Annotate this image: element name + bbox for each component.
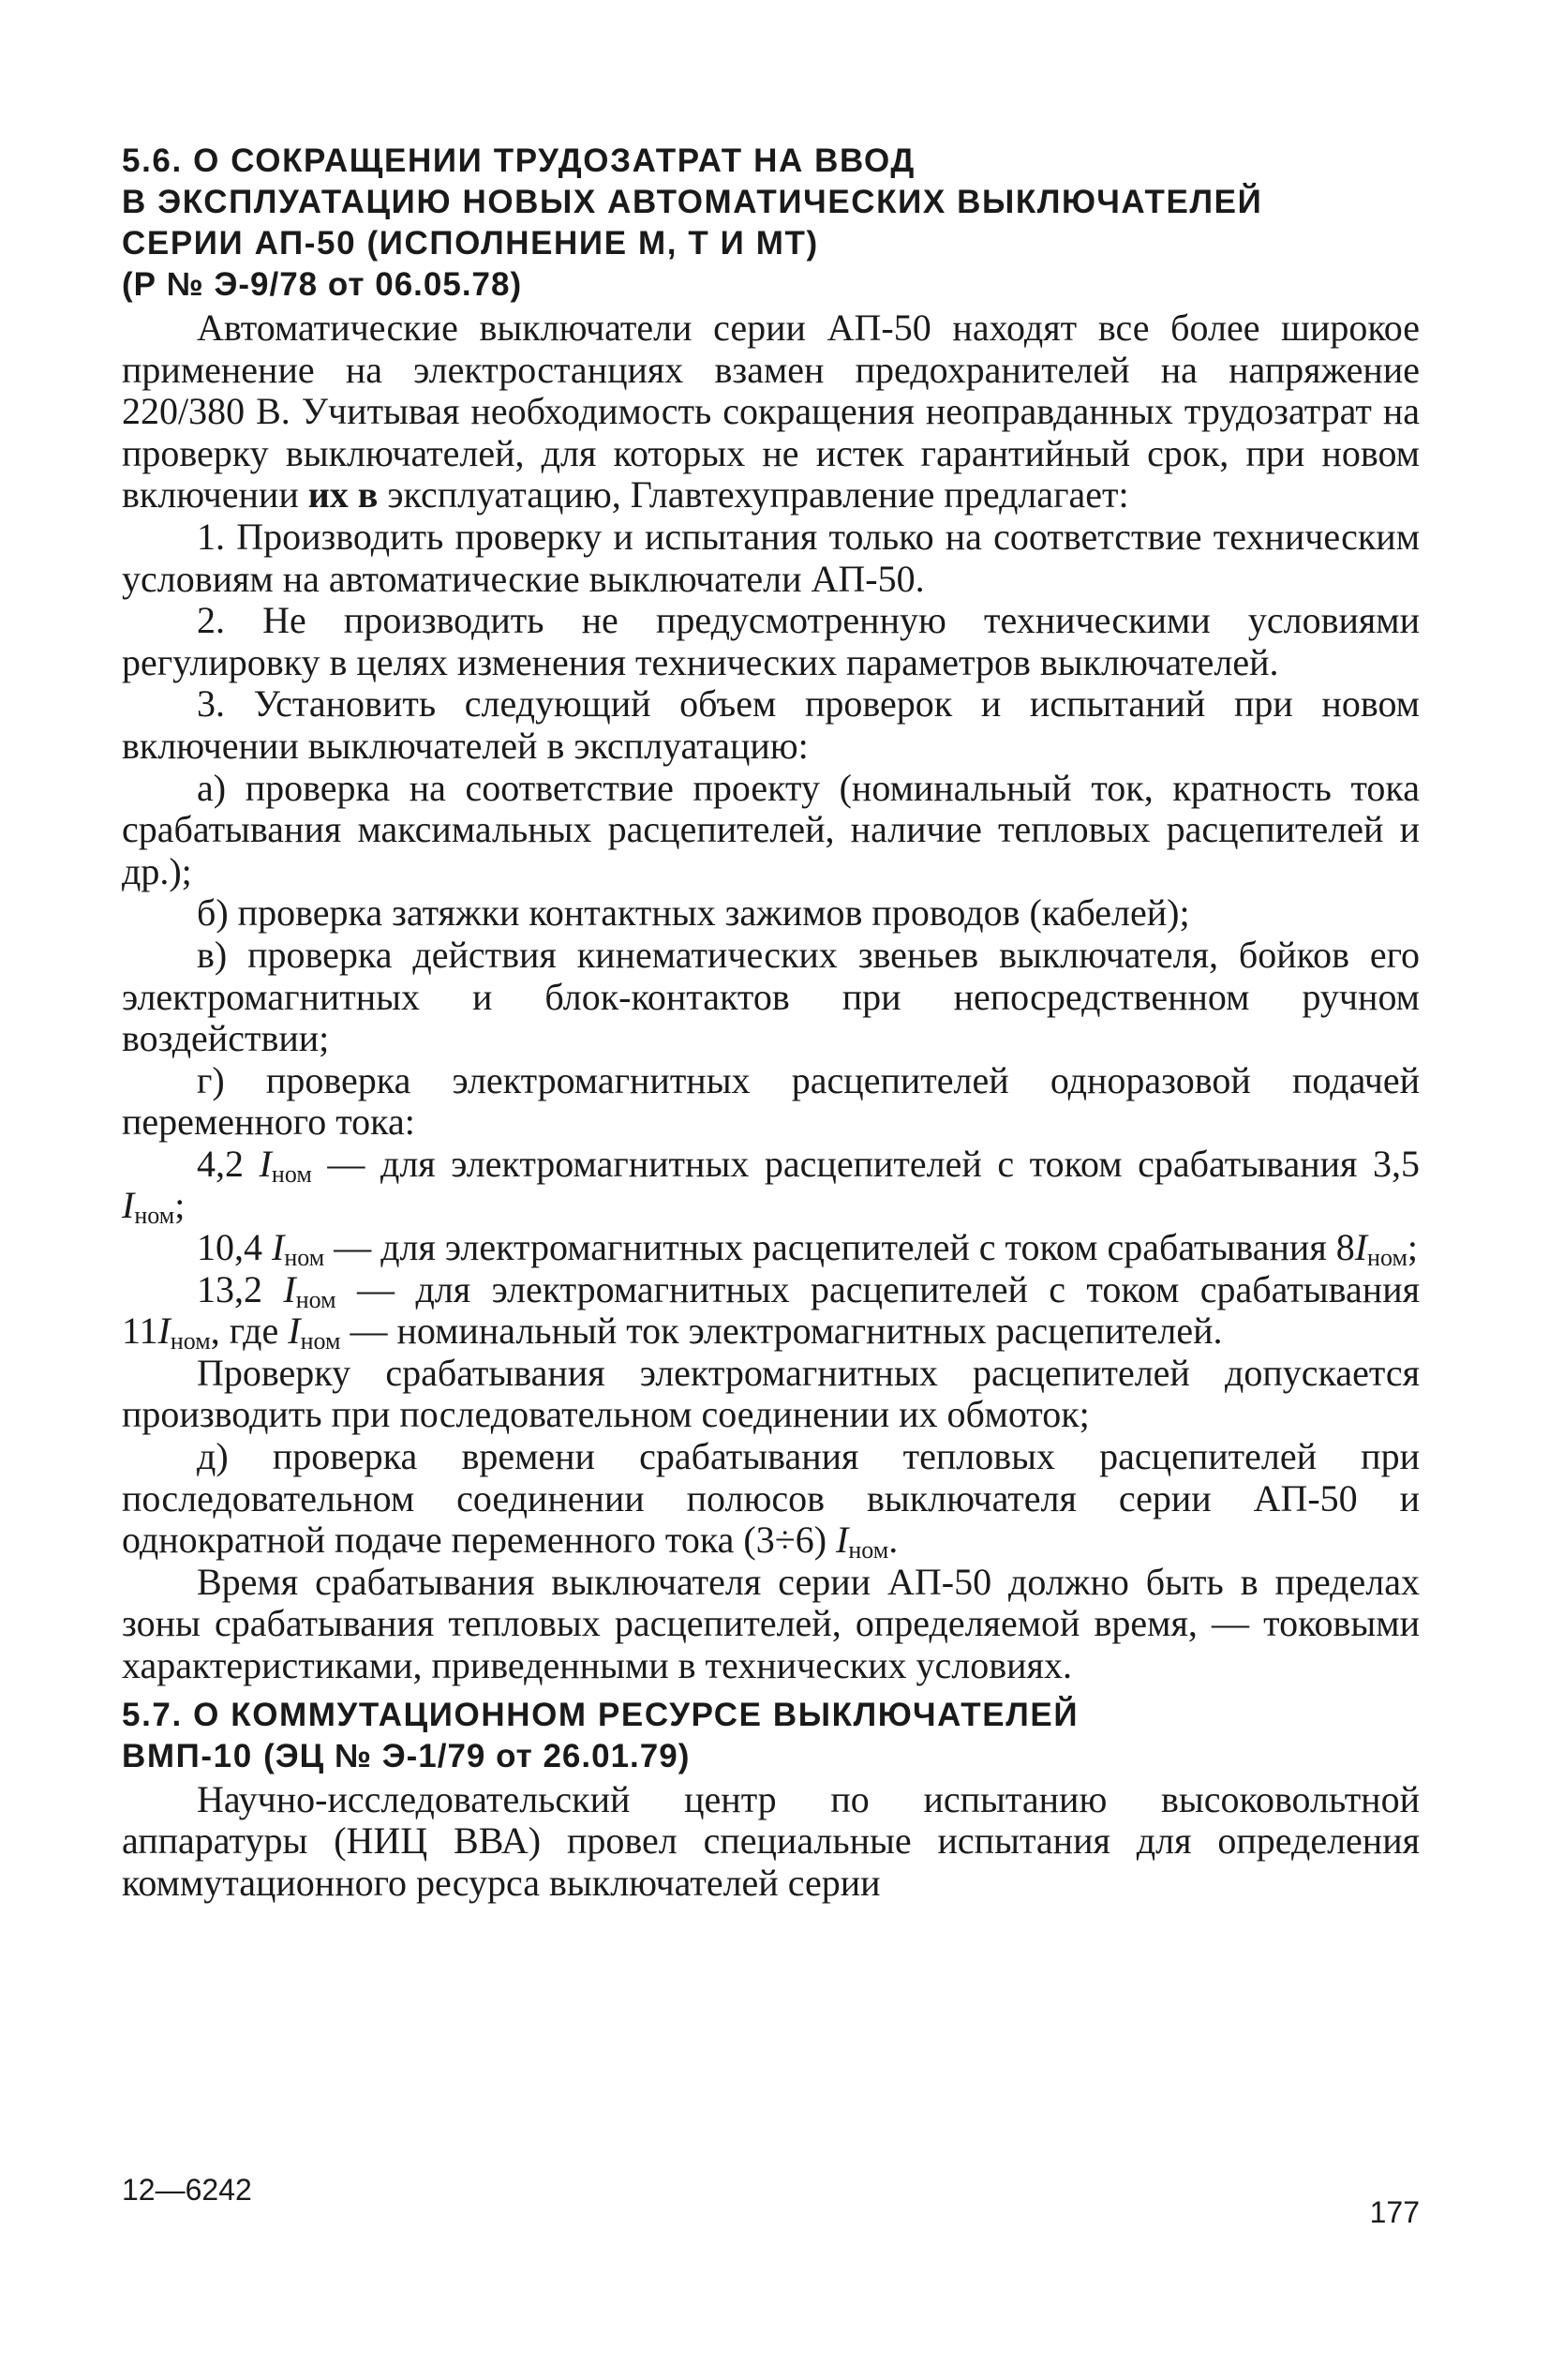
nominal-subscript: ном	[271, 1160, 312, 1188]
nominal-subscript: ном	[300, 1327, 341, 1355]
section-5-6-heading	[122, 141, 1420, 306]
current-value-3	[122, 1269, 1420, 1353]
item-1: 1. Производить проверку и испытания только на соответствие техническим условиям на автоматические выключатели АП-50.	[122, 515, 1420, 600]
subitem-g: г) проверка электромагнитных расцепителей одноразовой подачей переменного тока:	[122, 1058, 1420, 1144]
multiplier: 10,4	[197, 1226, 262, 1269]
intro-text: Автоматические выключатели серии АП-50 находят все более широкое применение на электростанциях взамен предохранителей на напряжение 220/380 В. Учитывая необходимость сокращения неоправданных трудозатрат на проверку выключателей, для которых не истек гарантийный срок, при новом включении	[122, 307, 1420, 516]
page-number: 177	[1369, 2195, 1420, 2229]
value-tail-text: — номинальный ток электромагнитных расцепителей.	[340, 1310, 1223, 1353]
item-2: 2. Не производить не предусмотренную техническими условиями регулировку в целях изменения технических параметров выключателей.	[122, 599, 1420, 683]
section-5-7-body	[122, 1779, 1420, 1905]
subitem-d-text: д) проверка времени срабатывания тепловых расцепителей при последовательном соединении полюсов выключателя серии АП-50 и однократной подаче переменного тока (3÷6)	[122, 1435, 1420, 1562]
heading-line: СЕРИИ АП-50 (ИСПОЛНЕНИЕ М, Т И МТ)	[122, 225, 819, 262]
heading-reference: (ЭЦ № Э-1/79 от 26.01.79)	[263, 1737, 691, 1774]
current-symbol: I	[157, 1310, 171, 1353]
nominal-subscript: ном	[1367, 1244, 1408, 1272]
section-5-7-heading	[122, 1695, 1420, 1777]
nominal-subscript: ном	[284, 1244, 325, 1272]
subitem-b: б) проверка затяжки контактных зажимов проводов (кабелей);	[197, 891, 1190, 935]
value-text: — для электромагнитных расцепителей с током срабатывания	[324, 1226, 1336, 1269]
multiplier: 13,2	[197, 1267, 262, 1310]
heading-line	[122, 1736, 1420, 1777]
heading-line: 5.6. О СОКРАЩЕНИИ ТРУДОЗАТРАТ НА ВВОД	[122, 142, 916, 179]
section-5-6-body	[122, 307, 1420, 1687]
current-symbol: I	[122, 1184, 135, 1227]
series-check-paragraph: Проверку срабатывания электромагнитных расцепителей допускается производить при последовательном соединении их обмоток;	[122, 1351, 1420, 1436]
intro-text-end: эксплуатацию, Главтехуправление предлагает:	[378, 473, 1129, 516]
current-symbol: I	[288, 1310, 301, 1353]
nic-vva-paragraph: Научно-исследовательский центр по испытанию высоковольтной аппаратуры (НИЦ ВВА) провел специальные испытания для определения коммутационного ресурса выключателей серии	[122, 1777, 1420, 1904]
intro-bold-text: их в	[307, 473, 379, 516]
nominal-subscript: ном	[848, 1536, 889, 1564]
current-value-1: 4,2 $I_{ном}$ — для электромагнитных расцепителей с током срабатывания 3,5 $I_{ном}$;	[122, 1142, 1421, 1230]
multiplier: 3,5	[1373, 1142, 1421, 1185]
page-content	[122, 141, 1420, 1904]
nominal-subscript: ном	[295, 1285, 336, 1313]
subitem-d: д) проверка времени срабатывания тепловых расцепителей при последовательном соединении полюсов выключателя серии АП-50 и однократной подаче переменного тока (3÷6) $I_{ном}$.	[122, 1435, 1420, 1564]
current-symbol: I	[283, 1267, 296, 1310]
value-text: — для электромагнитных расцепителей с током срабатывания	[311, 1142, 1374, 1185]
current-symbol: I	[272, 1226, 285, 1269]
subitem-v: в) проверка действия кинематических звеньев выключателя, бойков его электромагнитных и блок-контактов при непосредственном ручном воздействии;	[122, 933, 1420, 1060]
multiplier: 11	[122, 1310, 158, 1353]
nominal-subscript: ном	[170, 1327, 211, 1355]
item-3: 3. Установить следующий объем проверок и испытаний при новом включении выключателей в эксплуатацию:	[122, 682, 1420, 767]
subitem-a: а) проверка на соответствие проекту (номинальный ток, кратность тока срабатывания максимальных расцепителей, наличие тепловых расцепителей и др.);	[122, 766, 1420, 892]
heading-line: В ЭКСПЛУАТАЦИЮ НОВЫХ АВТОМАТИЧЕСКИХ ВЫКЛЮЧАТЕЛЕЙ	[122, 184, 1263, 220]
current-value-2: 10,4 $I_{ном}$ — для электромагнитных расцепителей с током срабатывания $8I_{ном}$;	[197, 1226, 1419, 1272]
intro-paragraph	[122, 307, 1420, 516]
current-symbol: I	[836, 1519, 849, 1562]
multiplier: 8	[1335, 1226, 1355, 1269]
current-symbol: I	[1354, 1226, 1368, 1269]
nominal-subscript: ном	[134, 1202, 175, 1230]
multiplier: 4,2	[197, 1142, 244, 1185]
response-time-paragraph: Время срабатывания выключателя серии АП-50 должно быть в пределах зоны срабатывания тепловых расцепителей, определяемой время, — токовыми характеристиками, приведенными в технических условиях.	[122, 1560, 1420, 1686]
current-symbol: I	[259, 1142, 272, 1185]
where-text: , где	[210, 1310, 289, 1353]
heading-text: ВМП-10	[122, 1737, 264, 1774]
heading-reference: (Р № Э-9/78 от 06.05.78)	[122, 266, 523, 303]
signature-mark: 12—6242	[122, 2173, 252, 2207]
value-text: — для электромагнитных расцепителей с током срабатывания	[335, 1267, 1421, 1310]
heading-line: 5.7. О КОММУТАЦИОННОМ РЕСУРСЕ ВЫКЛЮЧАТЕЛЕЙ	[122, 1696, 1080, 1733]
